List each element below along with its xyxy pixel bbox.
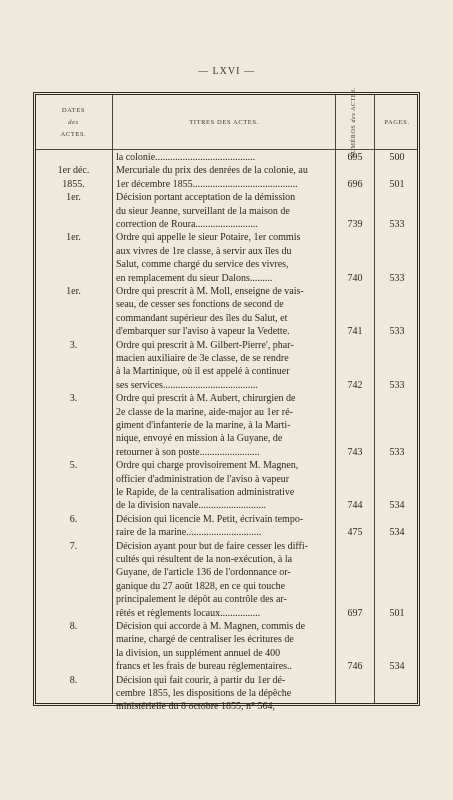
act-title-line: Guyane, de l'article 136 de l'ordonnance or- [116,567,291,579]
act-number: 695 [347,152,363,163]
column-header-pages: PAGES. [384,119,410,126]
act-page: 534 [389,661,405,673]
act-number: 739 [347,218,363,230]
header-rule [36,149,417,150]
act-title-line: Ordre qui prescrit à M. Moll, enseigne de vais- [116,286,304,297]
act-page: 500 [389,152,405,163]
act-title-line: retourner à son poste........................ [116,446,260,458]
column-header-dates [36,105,111,141]
act-page: 533 [389,218,405,230]
act-page: 534 [389,500,405,512]
act-number: 697 [347,607,363,619]
act-number: 696 [347,178,363,190]
act-title-line: raire de la marine.............................. [116,527,262,539]
act-title-line: Décision qui licencie M. Petit, écrivain tempo- [116,513,304,525]
act-date: 6. [69,513,78,525]
header-text: des [351,112,358,123]
page-number-header: — LXVI — [198,66,255,77]
header-text: DATES [61,107,86,114]
act-title-line: Mercuriale du prix des denrées de la colonie, au [116,165,308,177]
act-title-line: la colonie........................................ [116,152,256,163]
act-number: 744 [347,500,363,512]
act-title-line: officier d'administration de l'aviso à vapeur [116,473,290,485]
table-row [36,339,417,393]
act-title-line: Décision ayant pour but de faire cesser les diffi- [116,540,308,552]
act-title-line: Salut, comme chargé du service des vivres, [116,259,289,271]
act-page: 534 [389,527,405,539]
act-date: 1er déc. 1855. [57,165,90,190]
act-title-line: ganique du 27 août 1828, en ce qui touche [116,580,286,592]
act-page: 533 [389,379,405,391]
act-title [116,392,332,459]
act-title-line: Ordre qui appelle le sieur Potaire, 1er commis [116,232,301,244]
act-title-line: 1er décembre 1855.......................................... [116,178,298,190]
table-row [36,459,417,513]
act-date: 5. [69,460,78,472]
act-number: 743 [347,446,363,458]
table-row [36,151,417,164]
act-page: 533 [389,326,405,338]
act-title [116,513,332,540]
table-row [36,540,417,620]
table-row [36,191,417,231]
act-title-line: ministérielle du 8 octobre 1855, n° 564, [116,701,275,713]
act-title-line: seau, de cesser ses fonctions de second de [116,299,284,311]
act-title-line: cembre 1855, les dispositions de la dépêche [116,688,292,699]
act-title-line: giment d'infanterie de la marine, à la Marti- [116,420,291,431]
act-number: 740 [347,272,363,284]
act-title [116,459,332,513]
act-title-line: la division, un supplément annuel de 400 [116,647,281,659]
act-date: 1er. [66,286,81,297]
act-title-line: Ordre qui charge provisoirement M. Magnen, [116,460,299,472]
header-text: des [68,119,79,126]
table-row [36,620,417,674]
act-title-line: Décision qui accorde à M. Magnen, commis de [116,621,306,632]
acts-table [33,86,420,713]
act-title-line: aux vivres de 1re classe, à servir aux îles du [116,245,292,257]
act-number: 741 [347,326,363,338]
act-title [116,151,332,164]
table-row [36,231,417,285]
act-date: 7. [69,540,78,552]
act-title-line: 2e classe de la marine, aide-major au 1er ré- [116,406,293,418]
act-title-line: à la Martinique, où il est appelé à continuer [116,366,290,378]
table-row [36,285,417,339]
act-title-line: du sieur Jeanne, surveillant de la maison de [116,205,290,217]
act-title-line: d'embarquer sur l'aviso à vapeur la Vedette. [116,326,290,338]
act-title [116,164,332,191]
act-title-line: commandant supérieur des îles du Salut, et [116,312,288,324]
act-title [116,191,332,231]
act-date: 3. [69,393,78,405]
act-date: 1er. [66,232,81,244]
table-row [36,674,417,714]
act-date: 3. [69,339,78,351]
act-number: 475 [347,527,363,539]
act-title-line: nique, envoyé en mission à la Guyane, de [116,433,283,445]
act-number: 746 [347,661,363,673]
act-title [116,620,332,674]
header-text [352,86,359,157]
act-date: 8. [69,621,78,632]
act-date: 8. [69,674,78,686]
act-title-line: principalement le dépôt au contrôle des ar- [116,594,287,606]
table-row [36,513,417,540]
header-text: NUMÉROS [351,124,358,158]
act-title-line: de la division navale........................... [116,500,266,512]
act-title-line: Décision qui fait courir, à partir du 1er dé- [116,674,286,686]
header-text: ACTES. [60,131,87,138]
act-title [116,285,332,339]
act-page: 501 [389,607,405,619]
act-title-line: cultés qui résultent de la non-exécution, à la [116,554,293,565]
act-title [116,674,332,714]
act-title-line: rêtés et règlements locaux................ [116,607,261,619]
header-text: ACTES. [351,86,358,111]
act-title [116,540,332,620]
act-title-line: marine, chargé de centraliser les écritures de [116,634,294,646]
table-row [36,164,417,191]
act-title-line: Décision portant acceptation de la démission [116,192,296,204]
act-page: 533 [389,272,405,284]
column-header-titres: TITRES DES ACTES. [189,119,259,126]
act-title-line: correction de Roura......................... [116,219,258,230]
table-row [36,392,417,459]
act-title [116,231,332,285]
act-title-line: Ordre qui prescrit à M. Gilbert-Pierre', phar- [116,339,294,351]
act-page: 533 [389,446,405,458]
act-title-line: Ordre qui prescrit à M. Aubert, chirurgien de [116,393,296,405]
act-title-line: ses services...................................... [116,379,258,391]
act-date: 1er. [66,192,81,204]
act-title-line: francs et les frais de bureau réglementaires.. [116,661,293,673]
act-title-line: en remplacement du sieur Dalons......... [116,272,273,284]
act-page: 501 [389,178,405,190]
act-title-line: le Rapide, de la centralisation administrative [116,487,295,498]
act-title [116,339,332,393]
act-number: 742 [347,379,363,391]
act-title-line: macien auxiliaire de 3e classe, de se rendre [116,353,289,364]
